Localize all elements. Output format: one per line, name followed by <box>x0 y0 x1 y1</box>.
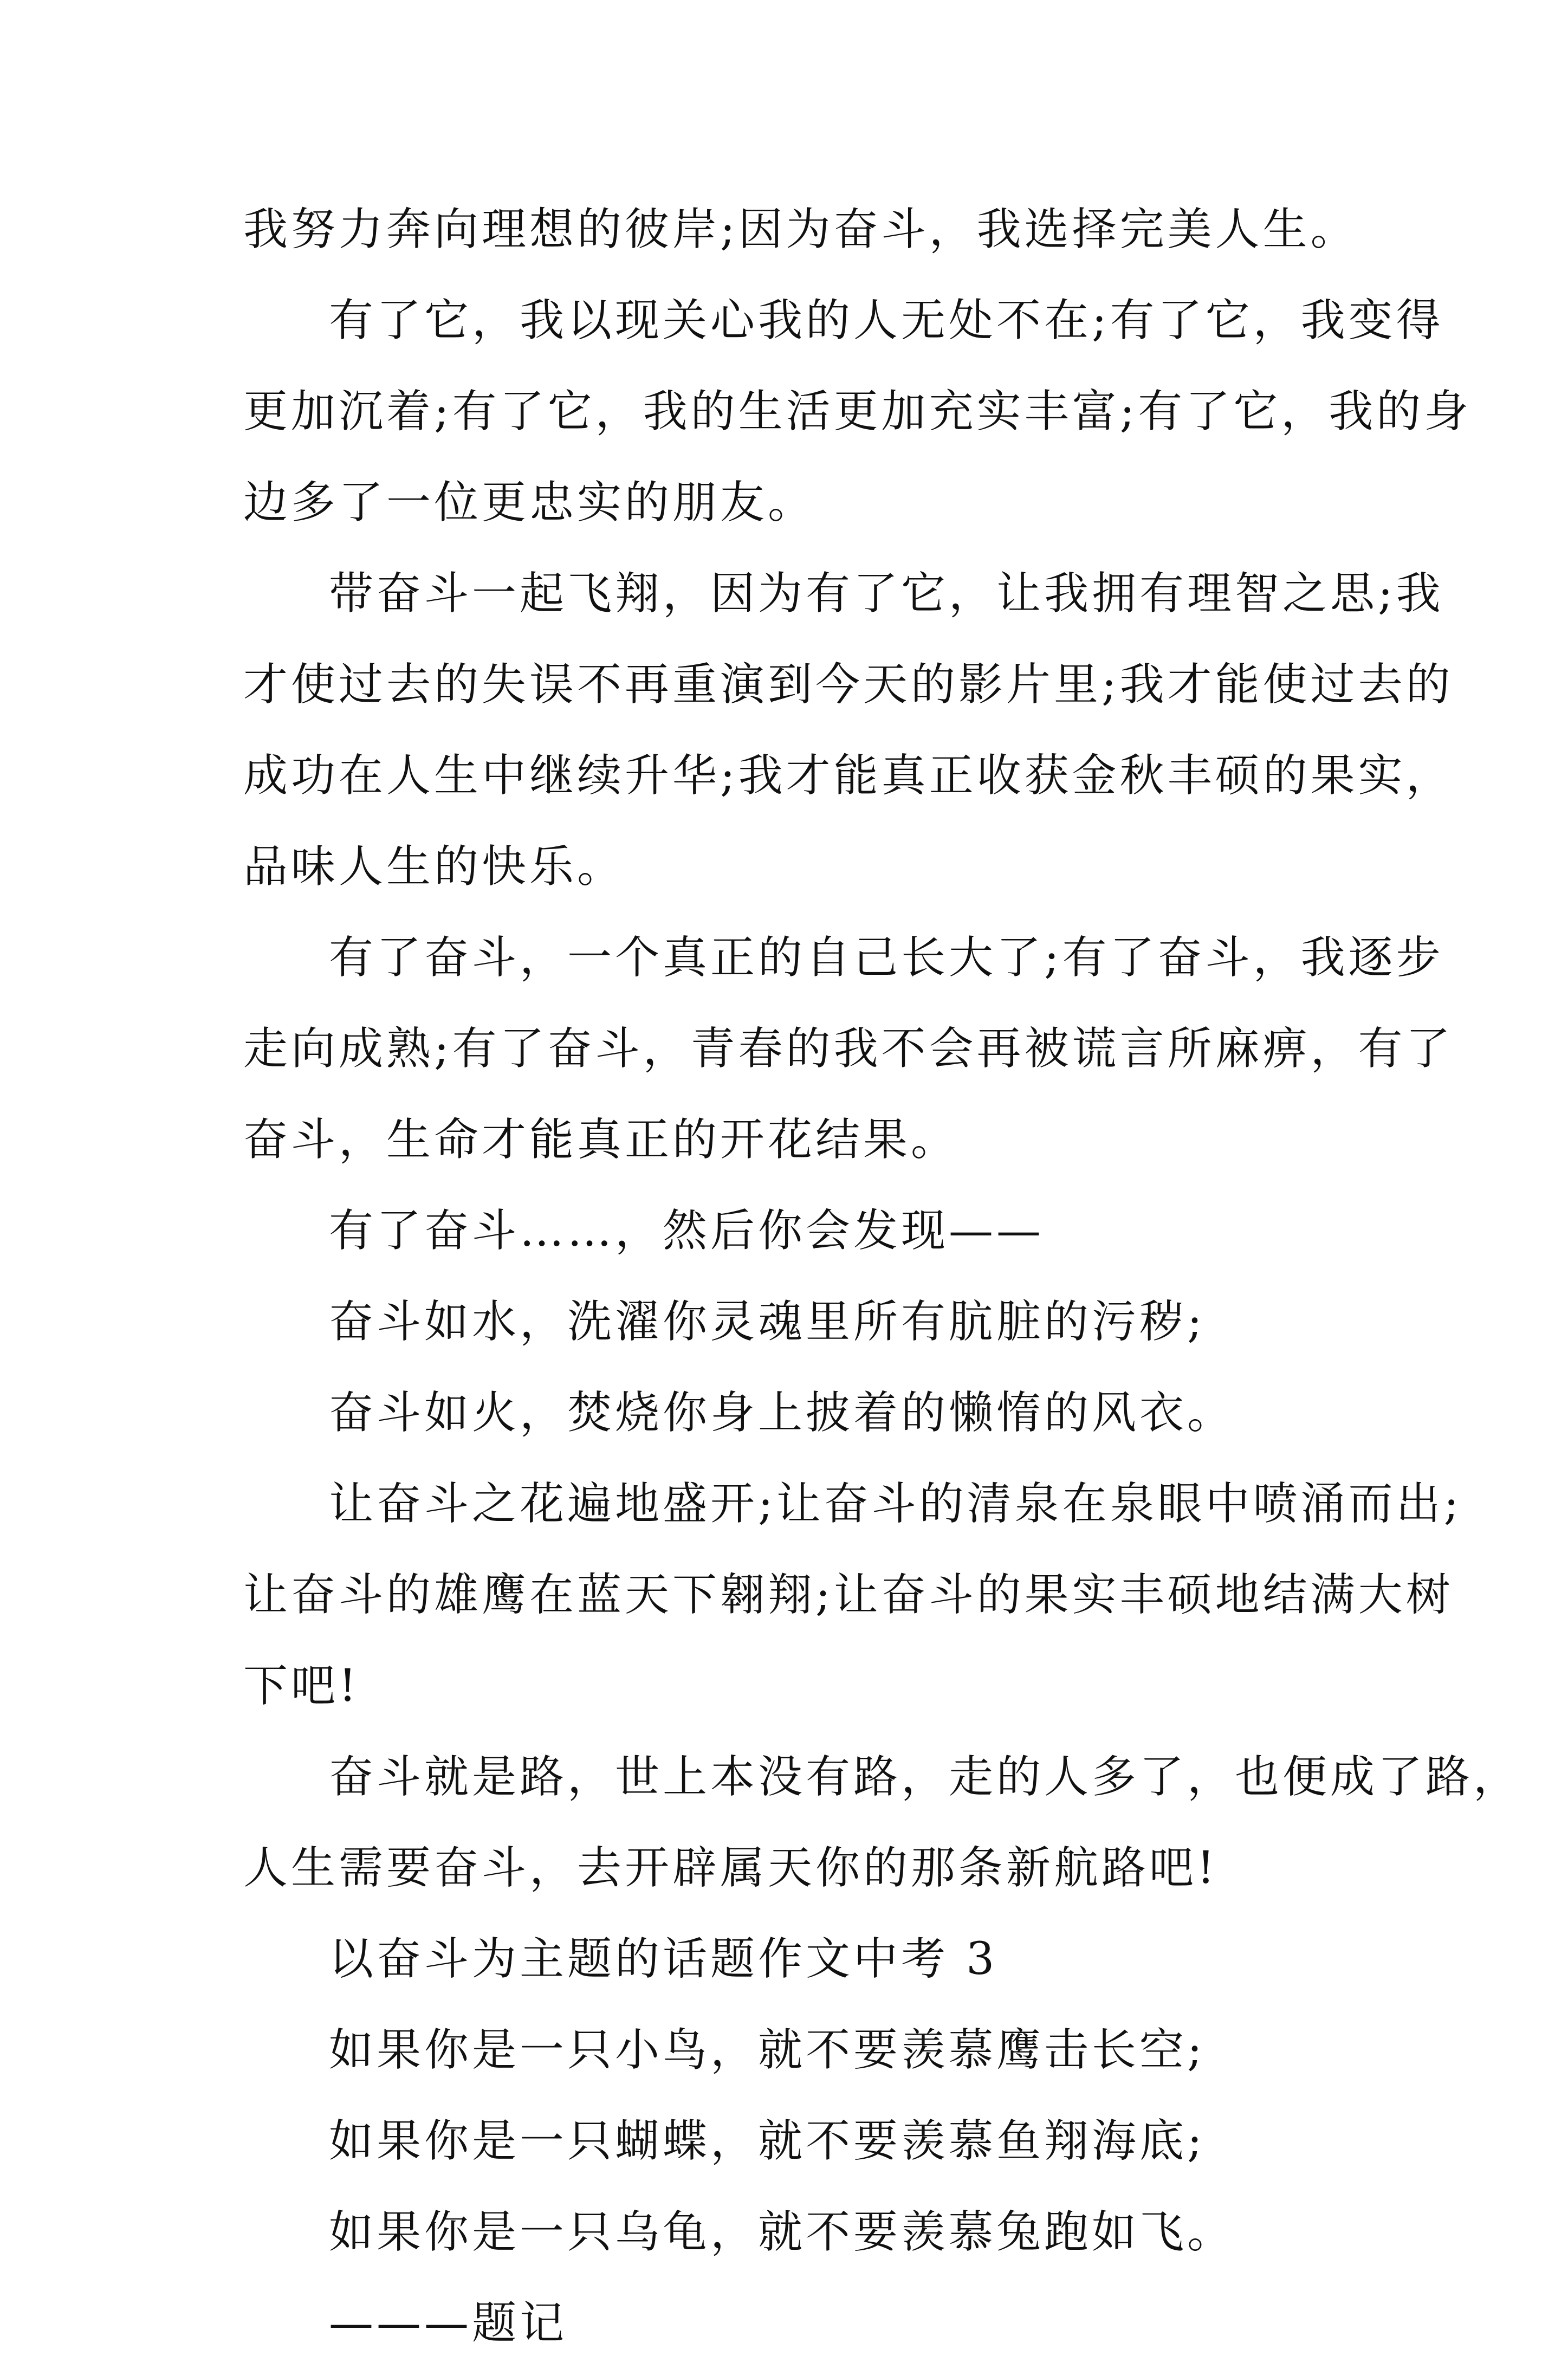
text-line: 边多了一位更忠实的朋友。 <box>243 477 816 528</box>
essay-body <box>243 184 1521 2369</box>
text-line: 有了奋斗……，然后你会发现—— <box>329 1205 1045 1257</box>
text-line: 有了奋斗，一个真正的自己长大了;有了奋斗，我逐步 <box>329 932 1444 983</box>
epigraph-attribution: ———题记 <box>329 2297 568 2349</box>
text-line: 如果你是一只蝴蝶，就不要羡慕鱼翔海底; <box>329 2115 1206 2167</box>
text-line: 人生需要奋斗，去开辟属天你的那条新航路吧! <box>243 1842 1218 1894</box>
text-line: 走向成熟;有了奋斗，青春的我不会再被谎言所麻痹，有了 <box>243 1023 1454 1075</box>
text-line: 品味人生的快乐。 <box>243 841 625 892</box>
text-line: 更加沉着;有了它，我的生活更加充实丰富;有了它，我的身 <box>243 386 1472 437</box>
text-line: 奋斗如水，洗濯你灵魂里所有肮脏的污秽; <box>329 1296 1206 1348</box>
text-line: 奋斗就是路，世上本没有路，走的人多了，也便成了路， <box>329 1751 1521 1803</box>
text-line: 让奋斗的雄鹰在蓝天下翱翔;让奋斗的果实丰硕地结满大树 <box>243 1569 1454 1621</box>
text-line: 如果你是一只小鸟，就不要羡慕鹰击长空; <box>329 2024 1206 2076</box>
text-line: 成功在人生中继续升华;我才能真正收获金秋丰硕的果实， <box>243 750 1454 801</box>
text-line: 有了它，我以现关心我的人无处不在;有了它，我变得 <box>329 295 1444 346</box>
essay-title: 以奋斗为主题的话题作文中考 3 <box>329 1933 998 1985</box>
text-line: 带奋斗一起飞翔，因为有了它，让我拥有理智之思;我 <box>329 568 1444 619</box>
text-line: 我努力奔向理想的彼岸;因为奋斗，我选择完美人生。 <box>243 204 1358 255</box>
text-line: 如果你是一只乌龟，就不要羡慕兔跑如飞。 <box>329 2206 1235 2258</box>
text-line: 才使过去的失误不再重演到今天的影片里;我才能使过去的 <box>243 659 1454 710</box>
text-line: 奋斗如火，焚烧你身上披着的懒惰的风衣。 <box>329 1387 1235 1439</box>
text-line: 让奋斗之花遍地盛开;让奋斗的清泉在泉眼中喷涌而出; <box>329 1478 1462 1530</box>
text-line: 下吧! <box>243 1660 360 1712</box>
text-line: 奋斗，生命才能真正的开花结果。 <box>243 1114 959 1166</box>
